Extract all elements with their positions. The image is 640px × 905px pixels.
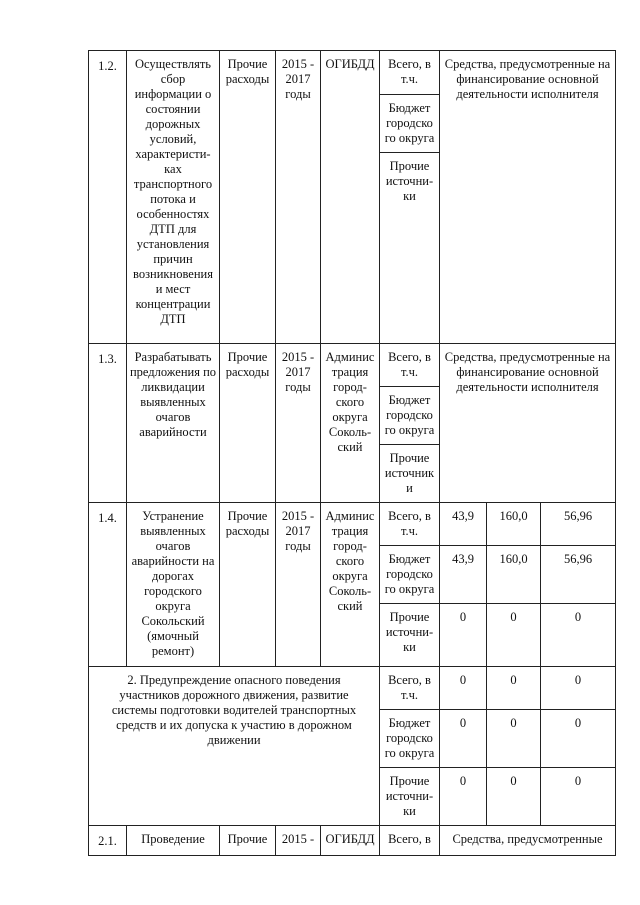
section-2-total-2016: 0 xyxy=(487,667,541,710)
section-2-budget-2016: 0 xyxy=(487,710,541,768)
row-1-4-source-total: Всего, в т.ч. xyxy=(380,503,440,546)
row-1-4-source-budget: Бюджет городско го округа xyxy=(380,546,440,604)
section-2-source-budget: Бюджет городско го округа xyxy=(380,710,440,768)
row-2-1-number: 2.1. xyxy=(89,826,127,856)
row-1-2-executor: ОГИБДД xyxy=(321,51,380,344)
row-1-4-name: Устранение выявленных очагов аварийности на дорогах городского округа Сокольский (ямочный ремонт) xyxy=(127,503,220,667)
row-1-4-budget-2017: 56,96 xyxy=(541,546,616,604)
row-1-2-source-budget: Бюджет городско го округа xyxy=(380,95,440,153)
section-2-title: 2. Предупреждение опасного поведения участников дорожного движения, развитие системы подготовки водителей транспортных средств и их допуска к участию в дорожном движении xyxy=(89,667,380,826)
row-1-4-source-other: Прочие источни-ки xyxy=(380,604,440,667)
row-1-3-note: Средства, предусмотренные на финансирование основной деятельности исполнителя xyxy=(440,344,616,503)
row-1-3-number: 1.3. xyxy=(89,344,127,503)
section-2-other-2016: 0 xyxy=(487,768,541,826)
row-2-1-source-total: Всего, в xyxy=(380,826,440,856)
row-2-1-note: Средства, предусмотренные xyxy=(440,826,616,856)
row-1-4-budget-2016: 160,0 xyxy=(487,546,541,604)
program-measures-table xyxy=(88,50,616,856)
section-2-source-other: Прочие источни-ки xyxy=(380,768,440,826)
row-1-4-other-2015: 0 xyxy=(440,604,487,667)
row-1-4-other-2016: 0 xyxy=(487,604,541,667)
row-1-3-name: Разрабатывать предложения по ликвидации выявленных очагов аварийности xyxy=(127,344,220,503)
row-1-2-source-other: Прочие источни-ки xyxy=(380,153,440,344)
row-2-1-expense: Прочие xyxy=(220,826,276,856)
row-1-4-total-2016: 160,0 xyxy=(487,503,541,546)
row-1-2-period: 2015 - 2017 годы xyxy=(276,51,321,344)
row-2-1-period: 2015 - xyxy=(276,826,321,856)
row-1-3-source-other: Прочие источник и xyxy=(380,445,440,503)
row-1-4-other-2017: 0 xyxy=(541,604,616,667)
row-1-4-number: 1.4. xyxy=(89,503,127,667)
row-1-2-note: Средства, предусмотренные на финансирование основной деятельности исполнителя xyxy=(440,51,616,344)
row-1-4-total-2015: 43,9 xyxy=(440,503,487,546)
row-2-1-name: Проведение xyxy=(127,826,220,856)
section-2-budget-2015: 0 xyxy=(440,710,487,768)
row-1-2-source-total: Всего, в т.ч. xyxy=(380,51,440,95)
row-1-3-period: 2015 - 2017 годы xyxy=(276,344,321,503)
row-1-2-expense: Прочие расходы xyxy=(220,51,276,344)
section-2-total-2015: 0 xyxy=(440,667,487,710)
section-2-other-2015: 0 xyxy=(440,768,487,826)
section-2-budget-2017: 0 xyxy=(541,710,616,768)
row-1-3-executor: Админис трация город-ского округа Соколь-ский xyxy=(321,344,380,503)
section-2-other-2017: 0 xyxy=(541,768,616,826)
row-1-3-source-total: Всего, в т.ч. xyxy=(380,344,440,387)
row-2-1-executor: ОГИБДД xyxy=(321,826,380,856)
row-1-2-name: Осуществлять сбор информации о состоянии дорожных условий, характеристи-ках транспортного потока и особенностях ДТП для установления причин возникновения и мест концентрации ДТП xyxy=(127,51,220,344)
row-1-3-source-budget: Бюджет городско го округа xyxy=(380,387,440,445)
row-1-4-period: 2015 - 2017 годы xyxy=(276,503,321,667)
row-1-4-budget-2015: 43,9 xyxy=(440,546,487,604)
row-1-2-number: 1.2. xyxy=(89,51,127,344)
row-1-4-total-2017: 56,96 xyxy=(541,503,616,546)
section-2-total-2017: 0 xyxy=(541,667,616,710)
row-1-3-expense: Прочие расходы xyxy=(220,344,276,503)
section-2-source-total: Всего, в т.ч. xyxy=(380,667,440,710)
row-1-4-executor: Админис трация город-ского округа Соколь-ский xyxy=(321,503,380,667)
row-1-4-expense: Прочие расходы xyxy=(220,503,276,667)
